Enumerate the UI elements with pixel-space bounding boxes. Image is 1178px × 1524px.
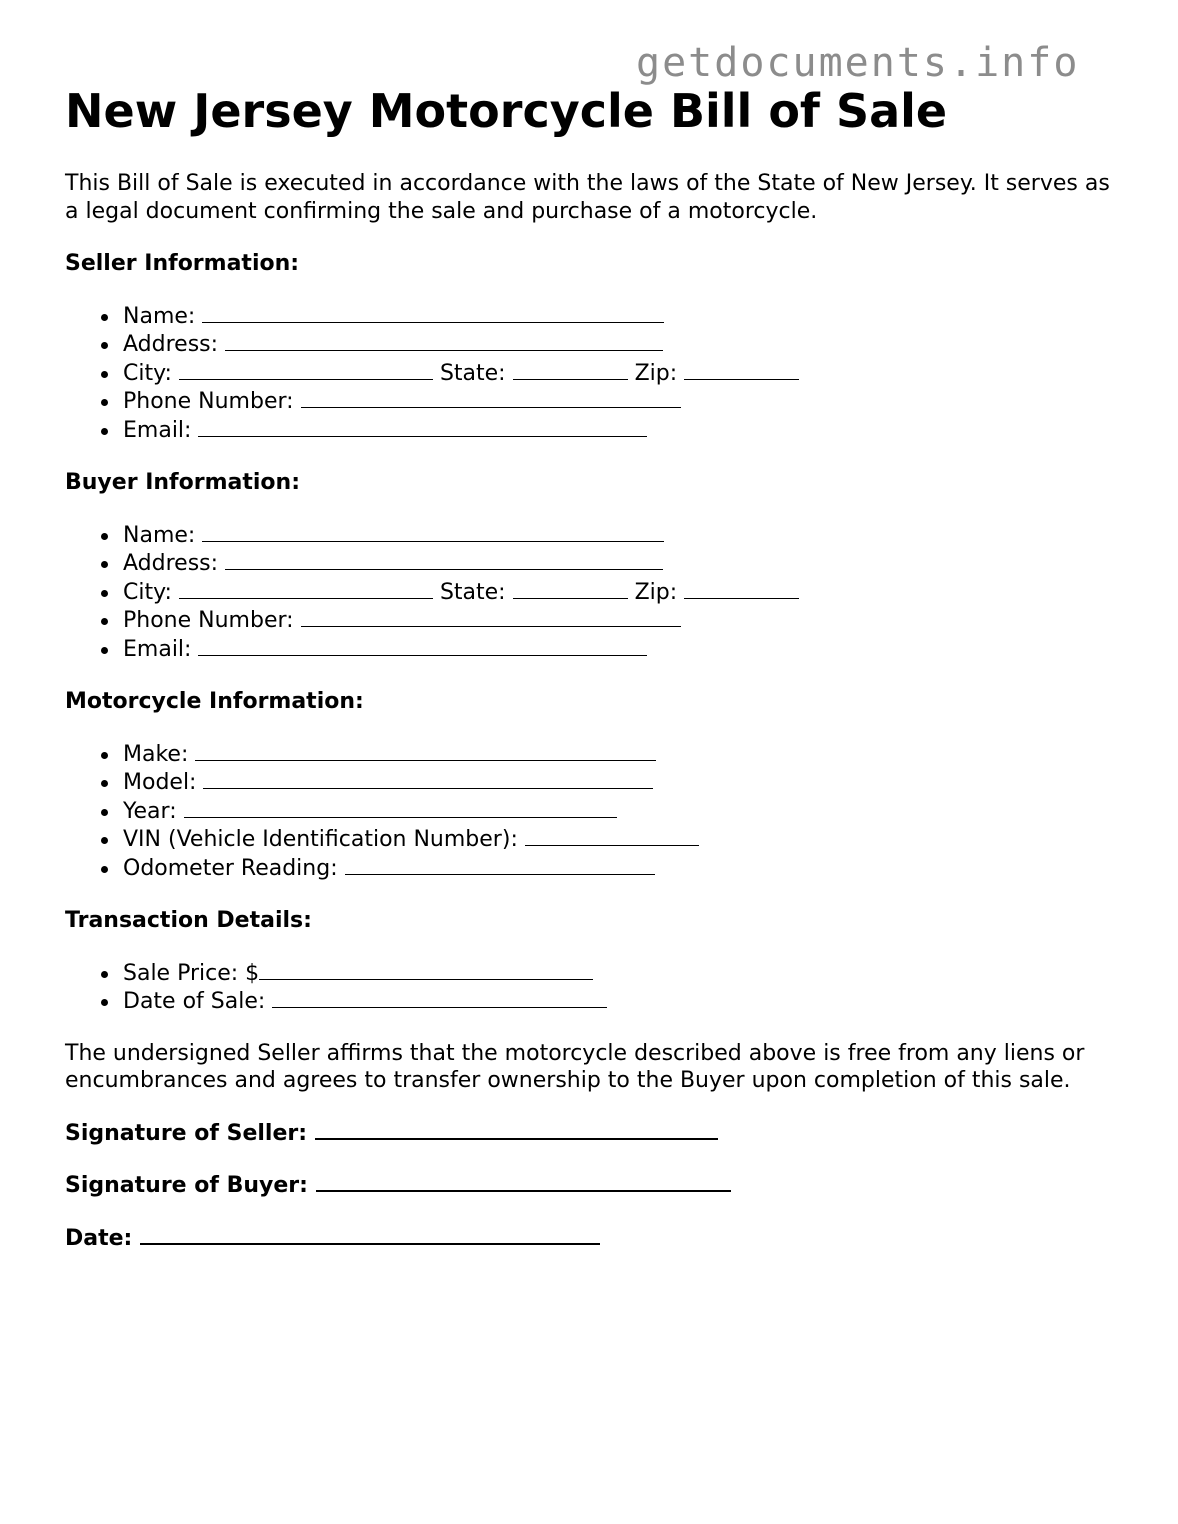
transaction-heading: Transaction Details: [65,908,312,933]
signature-label: Signature of Buyer: [65,1173,308,1198]
field-label: Email: [123,636,192,662]
signature-label: Date: [65,1225,133,1251]
field-label: Phone Number: [123,389,294,414]
model-field [123,768,1125,797]
seller-email-field [123,416,1125,445]
buyer-email-blank[interactable] [198,635,647,656]
document-page [65,84,1125,1252]
field-label: Name: [123,303,196,329]
sale-date-blank[interactable] [272,987,607,1008]
odometer-field [123,854,1125,883]
model-blank[interactable] [203,768,653,789]
field-label: Sale Price: $ [123,960,260,986]
buyer-heading: Buyer Information: [65,470,300,495]
buyer-phone-blank[interactable] [301,606,681,627]
buyer-city-blank[interactable] [179,578,433,599]
seller-email-blank[interactable] [198,416,647,437]
seller-state-blank[interactable] [513,359,628,380]
field-label: Date of Sale: [123,989,266,1014]
field-label: Address: [123,551,219,576]
field-label: Zip: [634,360,678,386]
field-label: Odometer Reading: [123,855,338,881]
field-label: Address: [123,332,219,357]
transaction-fields [65,959,1125,1016]
buyer-address-field [123,549,1125,578]
seller-city-blank[interactable] [179,359,433,380]
field-label: State: [439,360,506,386]
buyer-signature-blank[interactable] [316,1170,731,1192]
seller-city-state-zip-field [123,359,1125,388]
field-label: City: [123,360,172,386]
field-label: Zip: [634,579,678,605]
watermark: getdocuments.info [636,40,1080,86]
signature-date-line [65,1223,1125,1253]
buyer-phone-field [123,606,1125,635]
intro-paragraph: This Bill of Sale is executed in accordance with the laws of the State of New Jersey. It serves as a legal document confirming the sale and purchase of a motorcycle. [65,171,1110,224]
closing-paragraph: The undersigned Seller affirms that the motorcycle described above is free from any liens or encumbrances and agrees to transfer ownership to the Buyer upon completion of this sale. [65,1040,1085,1093]
seller-address-field [123,330,1125,359]
seller-zip-blank[interactable] [684,359,799,380]
field-label: Year: [123,798,177,824]
vin-field [123,825,1125,854]
buyer-zip-blank[interactable] [684,578,799,599]
motorcycle-fields [65,740,1125,883]
seller-heading: Seller Information: [65,251,300,276]
buyer-name-blank[interactable] [202,521,664,542]
seller-fields [65,302,1125,445]
seller-phone-blank[interactable] [301,387,681,408]
seller-signature-blank[interactable] [315,1118,718,1140]
buyer-name-field [123,521,1125,550]
field-label: Model: [123,770,197,795]
signature-date-blank[interactable] [140,1223,600,1245]
buyer-state-blank[interactable] [513,578,628,599]
field-label: Email: [123,417,192,443]
sale-date-field [123,987,1125,1016]
sale-price-blank[interactable] [259,959,593,980]
seller-name-field [123,302,1125,331]
buyer-email-field [123,635,1125,664]
sale-price-field [123,959,1125,988]
buyer-fields [65,521,1125,664]
field-label: Make: [123,741,189,767]
buyer-signature-line [65,1170,1125,1200]
seller-signature-line [65,1118,1125,1148]
make-blank[interactable] [195,740,656,761]
make-field [123,740,1125,769]
field-label: Phone Number: [123,608,294,633]
field-label: State: [439,579,506,605]
field-label: VIN (Vehicle Identification Number): [123,827,518,852]
year-blank[interactable] [184,797,617,818]
motorcycle-heading: Motorcycle Information: [65,689,364,714]
year-field [123,797,1125,826]
buyer-address-blank[interactable] [225,549,663,570]
seller-phone-field [123,387,1125,416]
buyer-city-state-zip-field [123,578,1125,607]
page-title: New Jersey Motorcycle Bill of Sale [65,84,948,138]
seller-address-blank[interactable] [225,330,663,351]
field-label: Name: [123,522,196,548]
signature-label: Signature of Seller: [65,1120,308,1146]
odometer-blank[interactable] [345,854,655,875]
field-label: City: [123,579,172,605]
seller-name-blank[interactable] [202,302,664,323]
vin-blank[interactable] [525,825,699,846]
